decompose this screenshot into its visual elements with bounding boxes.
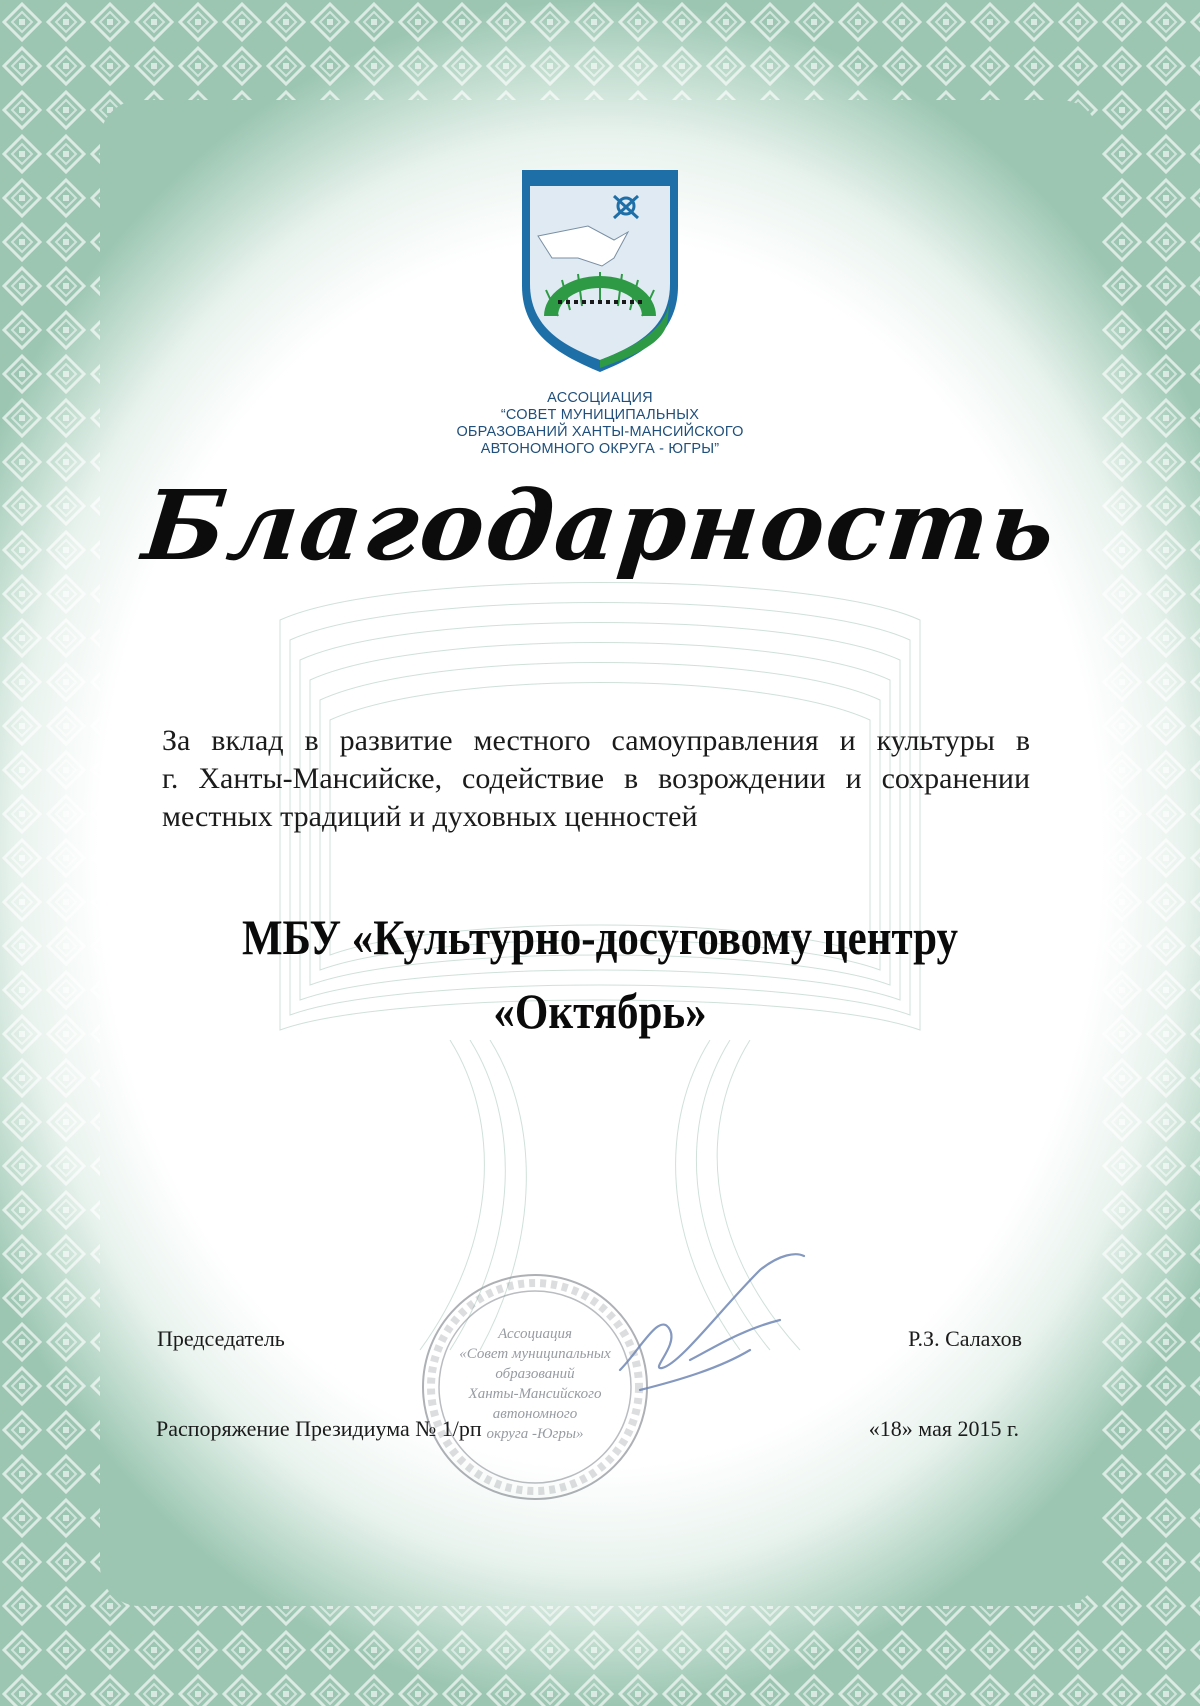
ornament-band bbox=[146, 1510, 1054, 1546]
recipient-line: «Октябрь» bbox=[493, 983, 707, 1039]
award-reason bbox=[162, 722, 1030, 836]
stamp-line: автономного bbox=[492, 1406, 578, 1422]
award-reason-line: За вклад в развитие местного самоуправления и культуры в bbox=[162, 724, 1030, 757]
handwritten-signature bbox=[600, 1250, 820, 1410]
association-name bbox=[380, 390, 820, 458]
association-line: АВТОНОМНОГО ОКРУГА - ЮГРЫ” bbox=[480, 441, 720, 457]
association-line: АССОЦИАЦИЯ bbox=[547, 390, 653, 406]
award-reason-line: г. Ханты-Мансийске, содействие в возрождении и сохранении bbox=[162, 762, 1030, 795]
chairman-name: Р.З. Салахов bbox=[908, 1326, 1022, 1351]
award-reason-line: местных традиций и духовных ценностей bbox=[162, 800, 698, 833]
certificate-title: Благодарность bbox=[138, 469, 1062, 582]
association-line: “СОВЕТ МУНИЦИПАЛЬНЫХ bbox=[500, 407, 700, 423]
stamp-line: «Совет муниципальных bbox=[459, 1346, 611, 1362]
order-date: «18» мая 2015 г. bbox=[868, 1416, 1019, 1441]
stamp-line: Ассоциация bbox=[498, 1326, 572, 1342]
stamp-line: округа -Югры» bbox=[486, 1426, 584, 1442]
stamp-line: Ханты-Мансийского bbox=[468, 1386, 602, 1402]
association-line: ОБРАЗОВАНИЙ ХАНТЫ-МАНСИЙСКОГО bbox=[456, 424, 744, 440]
stamp-line: образований bbox=[495, 1366, 575, 1382]
recipient-name bbox=[187, 900, 1013, 1048]
recipient-line: МБУ «Культурно-досуговому центру bbox=[241, 909, 959, 965]
order-reference: Распоряжение Президиума № 1/рп bbox=[156, 1416, 482, 1441]
ugra-shield-emblem-icon bbox=[518, 166, 682, 376]
chairman-label: Председатель bbox=[157, 1326, 285, 1351]
